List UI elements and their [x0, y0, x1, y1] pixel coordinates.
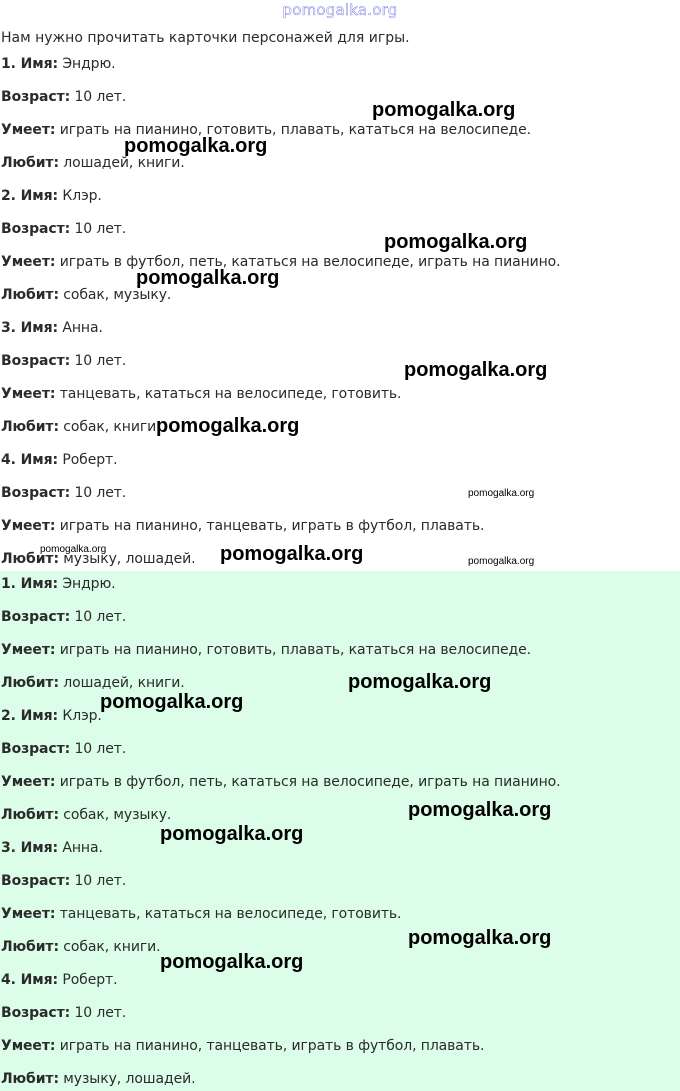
watermark: pomogalka.org	[40, 544, 107, 555]
task-cards-section	[0, 49, 680, 571]
card-3-name: 3. Имя: Анна.	[1, 320, 103, 336]
answer-4-age: Возраст: 10 лет.	[1, 1005, 127, 1021]
answer-2-age: Возраст: 10 лет.	[1, 741, 127, 757]
card-2-likes: Любит: собак, музыку.	[1, 287, 172, 303]
answer-2-name: 2. Имя: Клэр.	[1, 708, 102, 724]
answer-4-can: Умеет: играть на пианино, танцевать, играть в футбол, плавать.	[1, 1038, 485, 1054]
watermark: pomogalka.org	[372, 99, 516, 121]
card-2-age: Возраст: 10 лет.	[1, 221, 127, 237]
card-1-likes: Любит: лошадей, книги.	[1, 155, 185, 171]
card-1-age: Возраст: 10 лет.	[1, 89, 127, 105]
answer-4-name: 4. Имя: Роберт.	[1, 972, 118, 988]
watermark: pomogalka.org	[384, 231, 528, 253]
watermark: pomogalka.org	[348, 671, 492, 693]
answer-3-likes: Любит: собак, книги.	[1, 939, 161, 955]
answer-3-age: Возраст: 10 лет.	[1, 873, 127, 889]
watermark: pomogalka.org	[160, 823, 304, 845]
watermark: pomogalka.org	[408, 799, 552, 821]
card-4-can: Умеет: играть на пианино, танцевать, играть в футбол, плавать.	[1, 518, 485, 534]
answer-3-name: 3. Имя: Анна.	[1, 840, 103, 856]
site-header[interactable]: pomogalka.org	[282, 1, 398, 19]
card-4-age: Возраст: 10 лет.	[1, 485, 127, 501]
intro-text: Нам нужно прочитать карточки персонажей для игры.	[1, 30, 410, 46]
answer-2-can: Умеет: играть в футбол, петь, кататься на велосипеде, играть на пианино.	[1, 774, 561, 790]
answer-1-can: Умеет: играть на пианино, готовить, плавать, кататься на велосипеде.	[1, 642, 531, 658]
card-2-can: Умеет: играть в футбол, петь, кататься на велосипеде, играть на пианино.	[1, 254, 561, 270]
watermark: pomogalka.org	[468, 556, 535, 567]
card-1-name: 1. Имя: Эндрю.	[1, 56, 116, 72]
card-3-can: Умеет: танцевать, кататься на велосипеде, готовить.	[1, 386, 402, 402]
watermark: pomogalka.org	[124, 135, 268, 157]
card-3-age: Возраст: 10 лет.	[1, 353, 127, 369]
answer-cards-section	[0, 571, 680, 1091]
watermark: pomogalka.org	[220, 543, 364, 565]
card-1-can: Умеет: играть на пианино, готовить, плавать, кататься на велосипеде.	[1, 122, 531, 138]
card-4-name: 4. Имя: Роберт.	[1, 452, 118, 468]
answer-1-likes: Любит: лошадей, книги.	[1, 675, 185, 691]
card-4-likes: Любит: музыку, лошадей.	[1, 551, 196, 567]
watermark: pomogalka.org	[100, 691, 244, 713]
card-2-name: 2. Имя: Клэр.	[1, 188, 102, 204]
watermark: pomogalka.org	[136, 267, 280, 289]
card-3-likes: Любит: собак, книги.	[1, 419, 161, 435]
watermark: pomogalka.org	[468, 488, 535, 499]
watermark: pomogalka.org	[404, 359, 548, 381]
answer-1-age: Возраст: 10 лет.	[1, 609, 127, 625]
answer-2-likes: Любит: собак, музыку.	[1, 807, 172, 823]
watermark: pomogalka.org	[160, 951, 304, 973]
watermark: pomogalka.org	[408, 927, 552, 949]
answer-3-can: Умеет: танцевать, кататься на велосипеде, готовить.	[1, 906, 402, 922]
answer-1-name: 1. Имя: Эндрю.	[1, 576, 116, 592]
answer-4-likes: Любит: музыку, лошадей.	[1, 1071, 196, 1087]
watermark: pomogalka.org	[156, 415, 300, 437]
